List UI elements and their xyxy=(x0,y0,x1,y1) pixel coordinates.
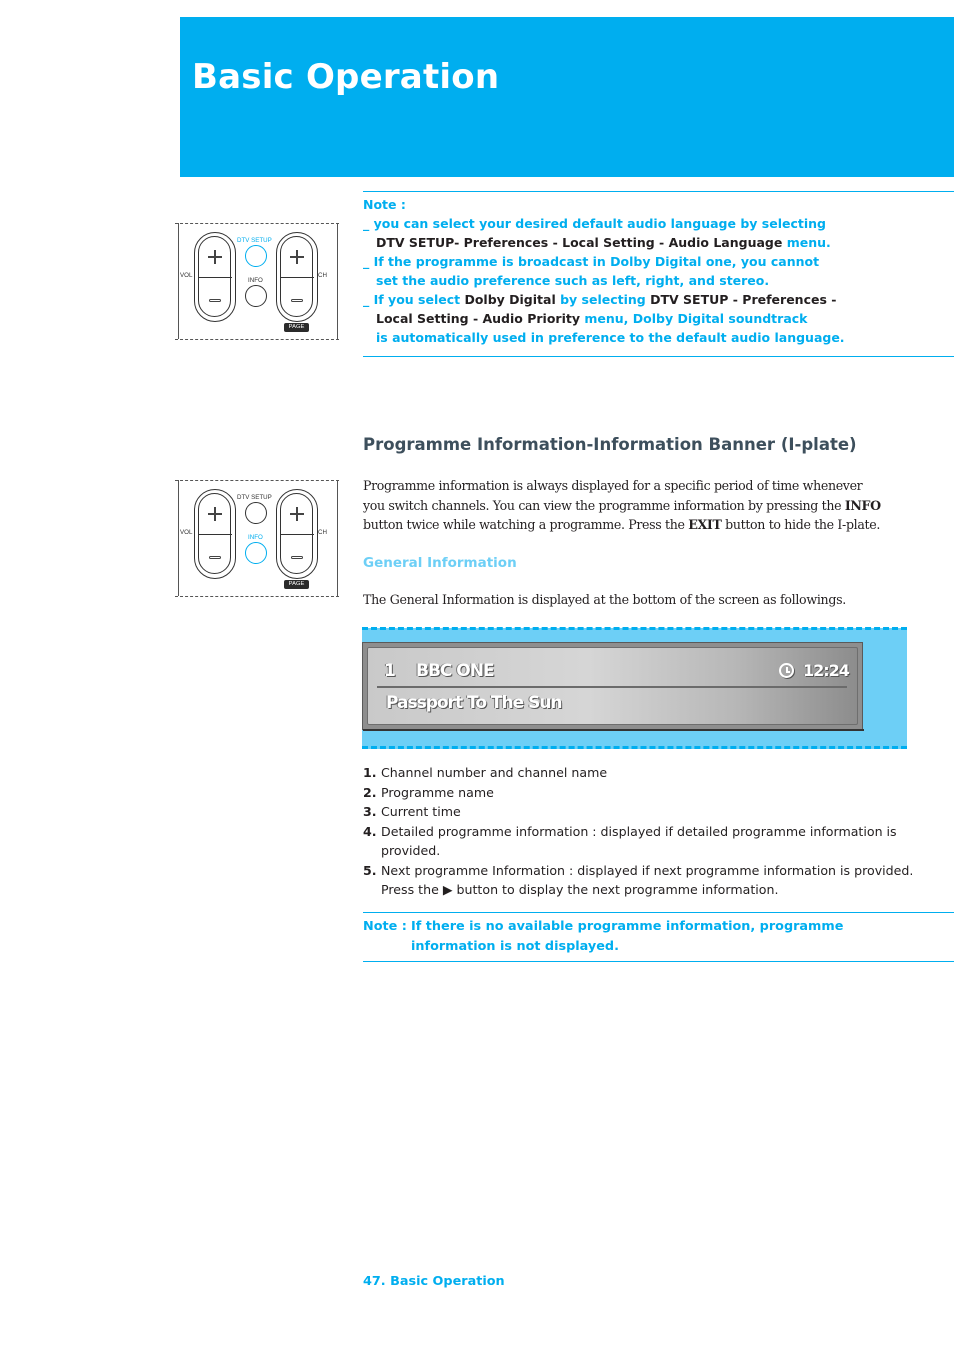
plus-icon xyxy=(290,507,304,521)
clock-icon xyxy=(779,663,794,678)
dtv-setup-label: DTV SETUP xyxy=(237,237,272,244)
minus-icon xyxy=(209,299,221,302)
channel-rocker xyxy=(276,232,318,322)
rocker-divider xyxy=(281,534,314,535)
remote-control-illustration xyxy=(175,480,339,596)
note-line: set the audio preference such as left, right, and stereo. xyxy=(376,273,770,288)
minus-icon xyxy=(291,556,303,559)
note-label: Note : xyxy=(363,197,406,212)
note-line: _ If the programme is broadcast in Dolby Digital one, you cannot xyxy=(363,254,820,269)
page-footer: 47. Basic Operation xyxy=(363,1274,505,1289)
body-paragraph: Programme information is always displayed for a specific period of time whenever you switch channels. You can view the programme information by pressing the INFO button twice while watching a programme. Press the EXIT button to hide the I-plate. xyxy=(363,478,881,532)
rocker-divider xyxy=(199,534,232,535)
dashed-divider-bottom xyxy=(362,746,907,749)
volume-rocker xyxy=(194,232,236,322)
page-badge: PAGE xyxy=(284,323,309,332)
dtv-setup-label: DTV SETUP xyxy=(237,494,272,501)
note-rule-top xyxy=(363,191,954,192)
info-label: INFO xyxy=(248,277,263,284)
programme-name: Passport To The Sun xyxy=(386,693,562,713)
ch-label: CH xyxy=(318,272,327,279)
section-heading: Programme Information-Information Banner (I-plate) xyxy=(363,435,857,454)
vol-label: VOL xyxy=(180,529,193,536)
rocker-divider xyxy=(199,277,232,278)
note-line: DTV SETUP- Preferences - Local Setting - Audio Language menu. xyxy=(376,235,831,250)
list-item: 3. Current time xyxy=(363,804,461,819)
channel-rocker xyxy=(276,489,318,579)
note-line: Local Setting - Audio Priority menu, Dolby Digital soundtrack xyxy=(376,311,808,326)
page-header xyxy=(180,17,954,177)
dtv-setup-button xyxy=(245,502,267,524)
plus-icon xyxy=(208,250,222,264)
channel-number: 1 xyxy=(384,661,395,681)
note-label: Note : xyxy=(363,919,407,934)
dashed-border-bottom xyxy=(175,596,339,597)
current-time: 12:24 xyxy=(803,661,849,680)
info-banner-screenshot xyxy=(362,642,863,730)
info-label: INFO xyxy=(248,534,263,541)
note-rule-top xyxy=(363,912,954,913)
minus-icon xyxy=(209,556,221,559)
list-item: 5. Next programme Information : displayed if next programme information is provided. Press the ▶ button to display the next programme information. xyxy=(363,862,914,897)
note-rule-bottom xyxy=(363,961,954,962)
general-information-heading: General Information xyxy=(363,555,517,571)
minus-icon xyxy=(291,299,303,302)
note-text: If there is no available programme information, programme information is not displayed. xyxy=(411,919,844,954)
list-item: 4. Detailed programme information : displayed if detailed programme information is provided. xyxy=(363,823,897,858)
note-box xyxy=(363,195,953,347)
plus-icon xyxy=(290,250,304,264)
volume-rocker-inner xyxy=(198,493,231,574)
info-button xyxy=(245,285,267,307)
plus-icon xyxy=(208,507,222,521)
note-rule-bottom xyxy=(363,356,954,357)
list-item: 1. Channel number and channel name xyxy=(363,765,608,780)
dashed-divider-top xyxy=(362,627,907,630)
note-row xyxy=(363,917,953,957)
note-box xyxy=(363,917,953,957)
page-title: Basic Operation xyxy=(192,57,500,97)
volume-rocker-inner xyxy=(198,236,231,317)
vol-label: VOL xyxy=(180,272,193,279)
channel-rocker-inner xyxy=(280,236,313,317)
page-badge: PAGE xyxy=(284,580,309,589)
ch-label: CH xyxy=(318,529,327,536)
info-button xyxy=(245,542,267,564)
info-items-list xyxy=(363,763,923,900)
note-line: is automatically used in preference to the default audio language. xyxy=(376,330,845,345)
rocker-divider xyxy=(281,277,314,278)
dtv-setup-button xyxy=(245,245,267,267)
channel-rocker-inner xyxy=(280,493,313,574)
remote-control-illustration xyxy=(175,223,339,339)
banner-surface xyxy=(367,647,858,725)
channel-name: BBC ONE xyxy=(416,661,494,681)
dashed-border-bottom xyxy=(175,339,339,340)
banner-divider xyxy=(377,686,847,688)
volume-rocker xyxy=(194,489,236,579)
note-line: _ If you select Dolby Digital by selecting DTV SETUP - Preferences - xyxy=(363,292,837,307)
banner-bottom-edge xyxy=(363,729,864,731)
list-item: 2. Programme name xyxy=(363,784,494,800)
note-line: _ you can select your desired default audio language by selecting xyxy=(363,216,826,231)
general-information-paragraph: The General Information is displayed at the bottom of the screen as followings. xyxy=(363,592,846,607)
